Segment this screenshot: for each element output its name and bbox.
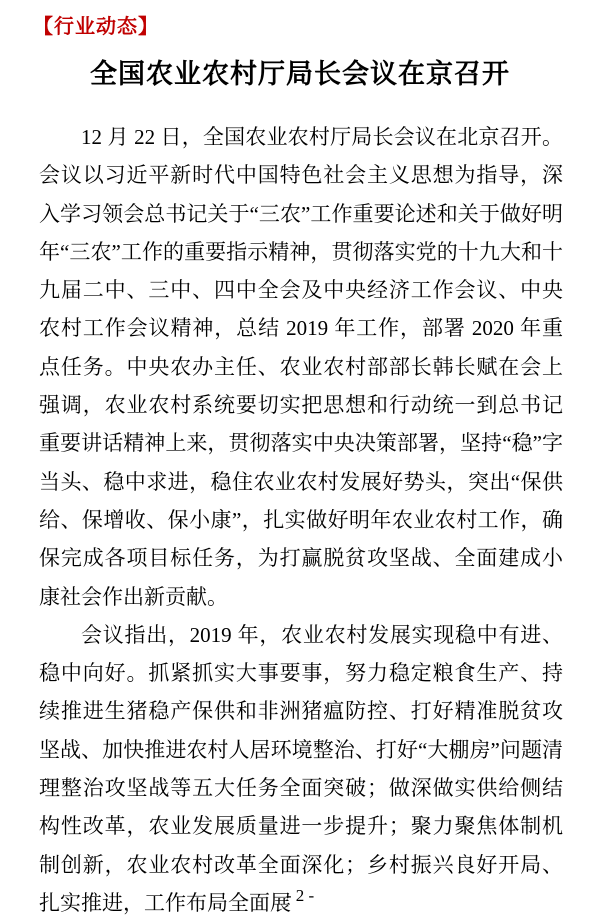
article-body <box>39 118 563 915</box>
article-title: 全国农业农村厅局长会议在京召开 <box>90 59 510 89</box>
page-number: - 2 - <box>285 886 315 905</box>
body-paragraph: 会议指出，2019 年，农业农村发展实现稳中有进、稳中向好。抓紧抓实大事要事，努力稳定粮食生产、持续推进生猪稳产保供和非洲猪瘟防控、打好精准脱贫攻坚战、加快推进农村人居环境整治、打好“大棚房”问题清理整治攻坚战等五大任务全面突破；做深做实供给侧结构性改革，农业发展质量进一步提升；聚力聚焦体制机制创新，农业农村改革全面深化；乡村振兴良好开局、扎实推进，工作布局全面展 <box>39 622 563 915</box>
body-paragraph: 12 月 22 日，全国农业农村厅局长会议在北京召开。会议以习近平新时代中国特色社会主义思想为指导，深入学习领会总书记关于“三农”工作重要论述和关于做好明年“三农”工作的重要指示精神，贯彻落实党的十九大和十九届二中、三中、四中全会及中央经济工作会议、中央农村工作会议精神，总结 2019 年工作，部署 2020 年重点任务。中央农办主任、农业农村部部长韩长赋在会上强调，农业农村系统要切实把思想和行动统一到总书记重要讲话精神上来，贯彻落实中央决策部署，坚持“稳”字当头、稳中求进，稳住农业农村发展好势头，突出“保供给、保增收、保小康”，扎实做好明年农业农村工作，确保完成各项目标任务，为打赢脱贫攻坚战、全面建成小康社会作出新贡献。 <box>39 125 563 609</box>
section-tag: 【行业动态】 <box>33 16 159 38</box>
